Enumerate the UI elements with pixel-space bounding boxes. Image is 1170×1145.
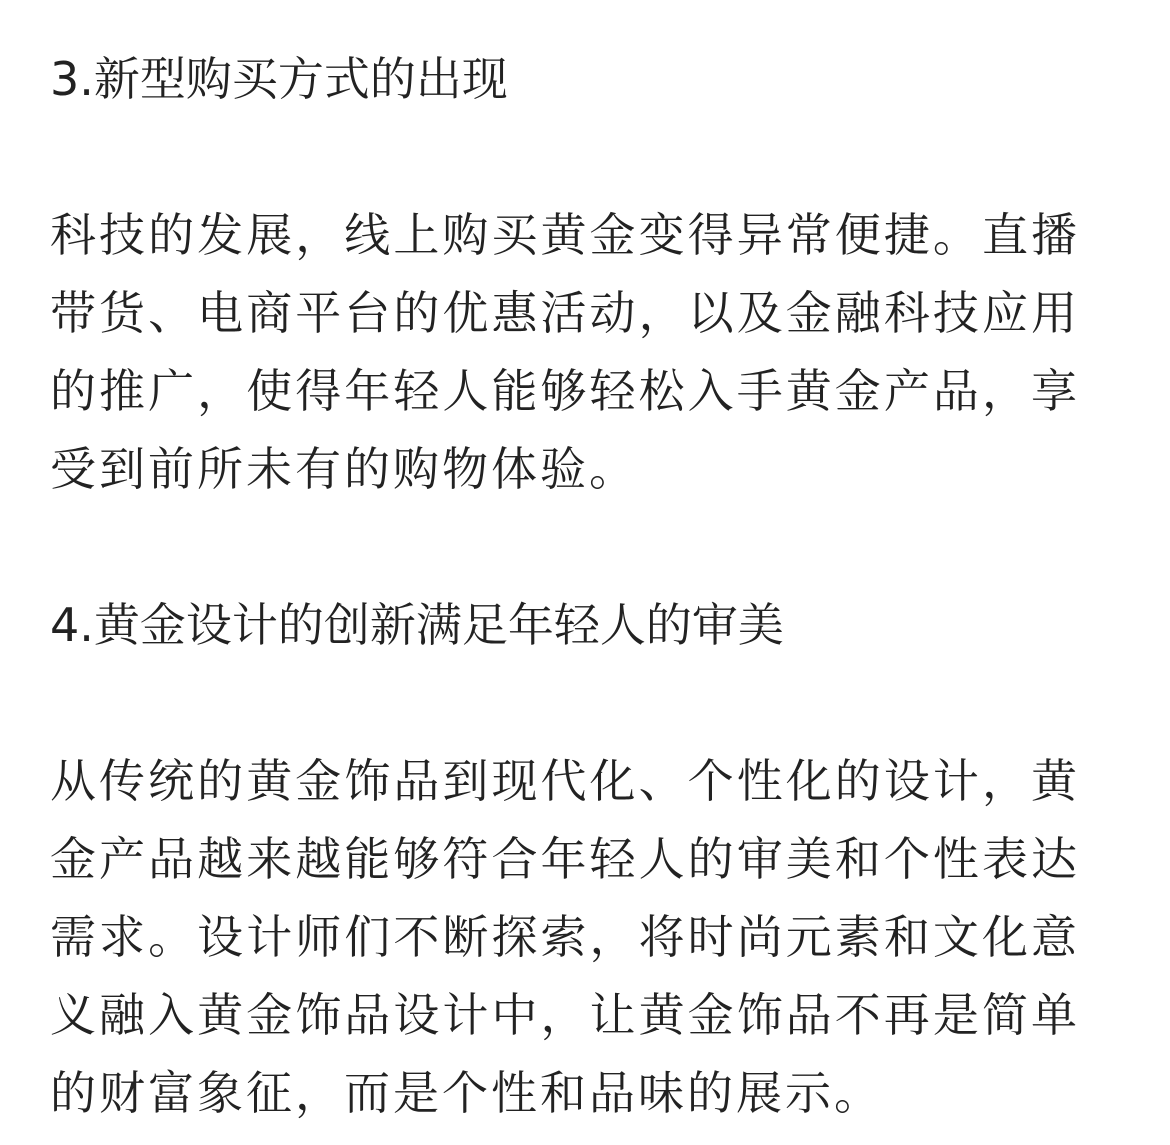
section-heading-3: 3.新型购买方式的出现 <box>50 52 508 106</box>
section-heading-4: 4.黄金设计的创新满足年轻人的审美 <box>50 598 784 652</box>
section-paragraph-4: 从传统的黄金饰品到现代化、个性化的设计，黄金产品越来越能够符合年轻人的审美和个性表达需求。设计师们不断探索，将时尚元素和文化意义融入黄金饰品设计中，让黄金饰品不再是简单的财富象征，而是个性和品味的展示。 <box>50 754 1080 1120</box>
section-paragraph-3: 科技的发展，线上购买黄金变得异常便捷。直播带货、电商平台的优惠活动，以及金融科技应用的推广，使得年轻人能够轻松入手黄金产品，享受到前所未有的购物体验。 <box>50 208 1080 496</box>
